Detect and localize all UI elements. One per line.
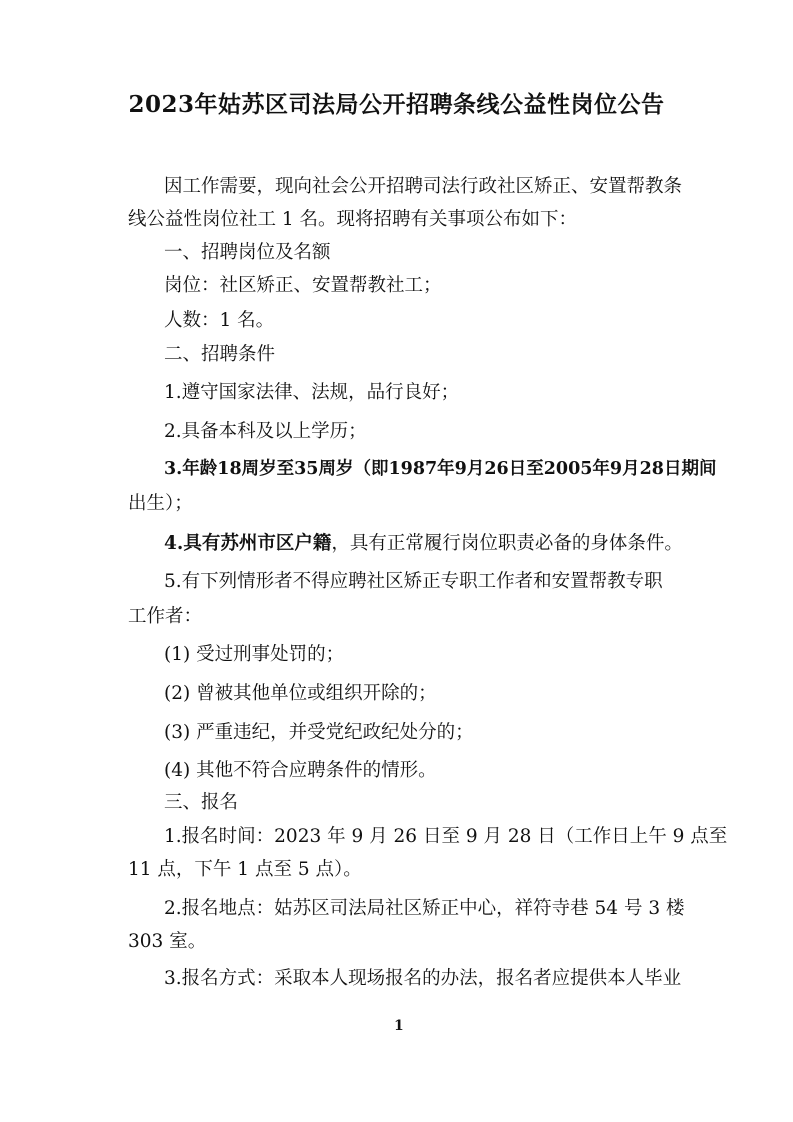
condition-5-line-2: 工作者： (128, 606, 203, 627)
section2-heading: 二、招聘条件 (164, 344, 276, 365)
exclusion-4: (4) 其他不符合应聘条件的情形。 (164, 760, 437, 781)
condition-4-bold: 4.具有苏州市区户籍 (164, 533, 332, 554)
condition-4 (164, 532, 724, 556)
condition-1: 1.遵守国家法律、法规，品行良好； (164, 382, 460, 403)
condition-5-line-1: 5.有下列情形者不得应聘社区矫正专职工作者和安置帮教专职 (164, 571, 663, 592)
registration-2-line-1: 2.报名地点：姑苏区司法局社区矫正中心，祥符寺巷 54 号 3 楼 (164, 898, 685, 919)
document-title: 2023年姑苏区司法局公开招聘条线公益性岗位公告 (128, 91, 665, 118)
intro-line-2: 线公益性岗位社工 1 名。现将招聘有关事项公布如下： (128, 209, 578, 230)
page-number: 1 (394, 1018, 404, 1034)
registration-1-line-2: 11 点，下午 1 点至 5 点）。 (128, 859, 362, 880)
count-line: 人数：1 名。 (164, 310, 275, 331)
condition-3-line-2: 出生）； (128, 493, 193, 514)
section1-heading: 一、招聘岗位及名额 (164, 242, 331, 263)
condition-4-rest: ，具有正常履行岗位职责必备的身体条件。 (331, 533, 683, 554)
exclusion-1: (1) 受过刑事处罚的； (164, 644, 345, 665)
position-line: 岗位：社区矫正、安置帮教社工； (164, 275, 442, 296)
condition-2: 2.具备本科及以上学历； (164, 421, 367, 442)
exclusion-3: (3) 严重违纪，并受党纪政纪处分的； (164, 722, 474, 743)
registration-2-line-2: 303 室。 (128, 931, 207, 952)
registration-1-line-1: 1.报名时间：2023 年 9 月 26 日至 9 月 28 日（工作日上午 9 点至 (164, 826, 728, 847)
condition-3-line-1: 3.年龄18周岁至35周岁（即1987年9月26日至2005年9月28日期间 (164, 459, 717, 479)
exclusion-2: (2) 曾被其他单位或组织开除的； (164, 683, 437, 704)
section3-heading: 三、报名 (164, 792, 239, 813)
intro-line-1: 因工作需要，现向社会公开招聘司法行政社区矫正、安置帮教条 (164, 176, 683, 197)
registration-3-line-1: 3.报名方式：采取本人现场报名的办法，报名者应提供本人毕业 (164, 968, 682, 989)
